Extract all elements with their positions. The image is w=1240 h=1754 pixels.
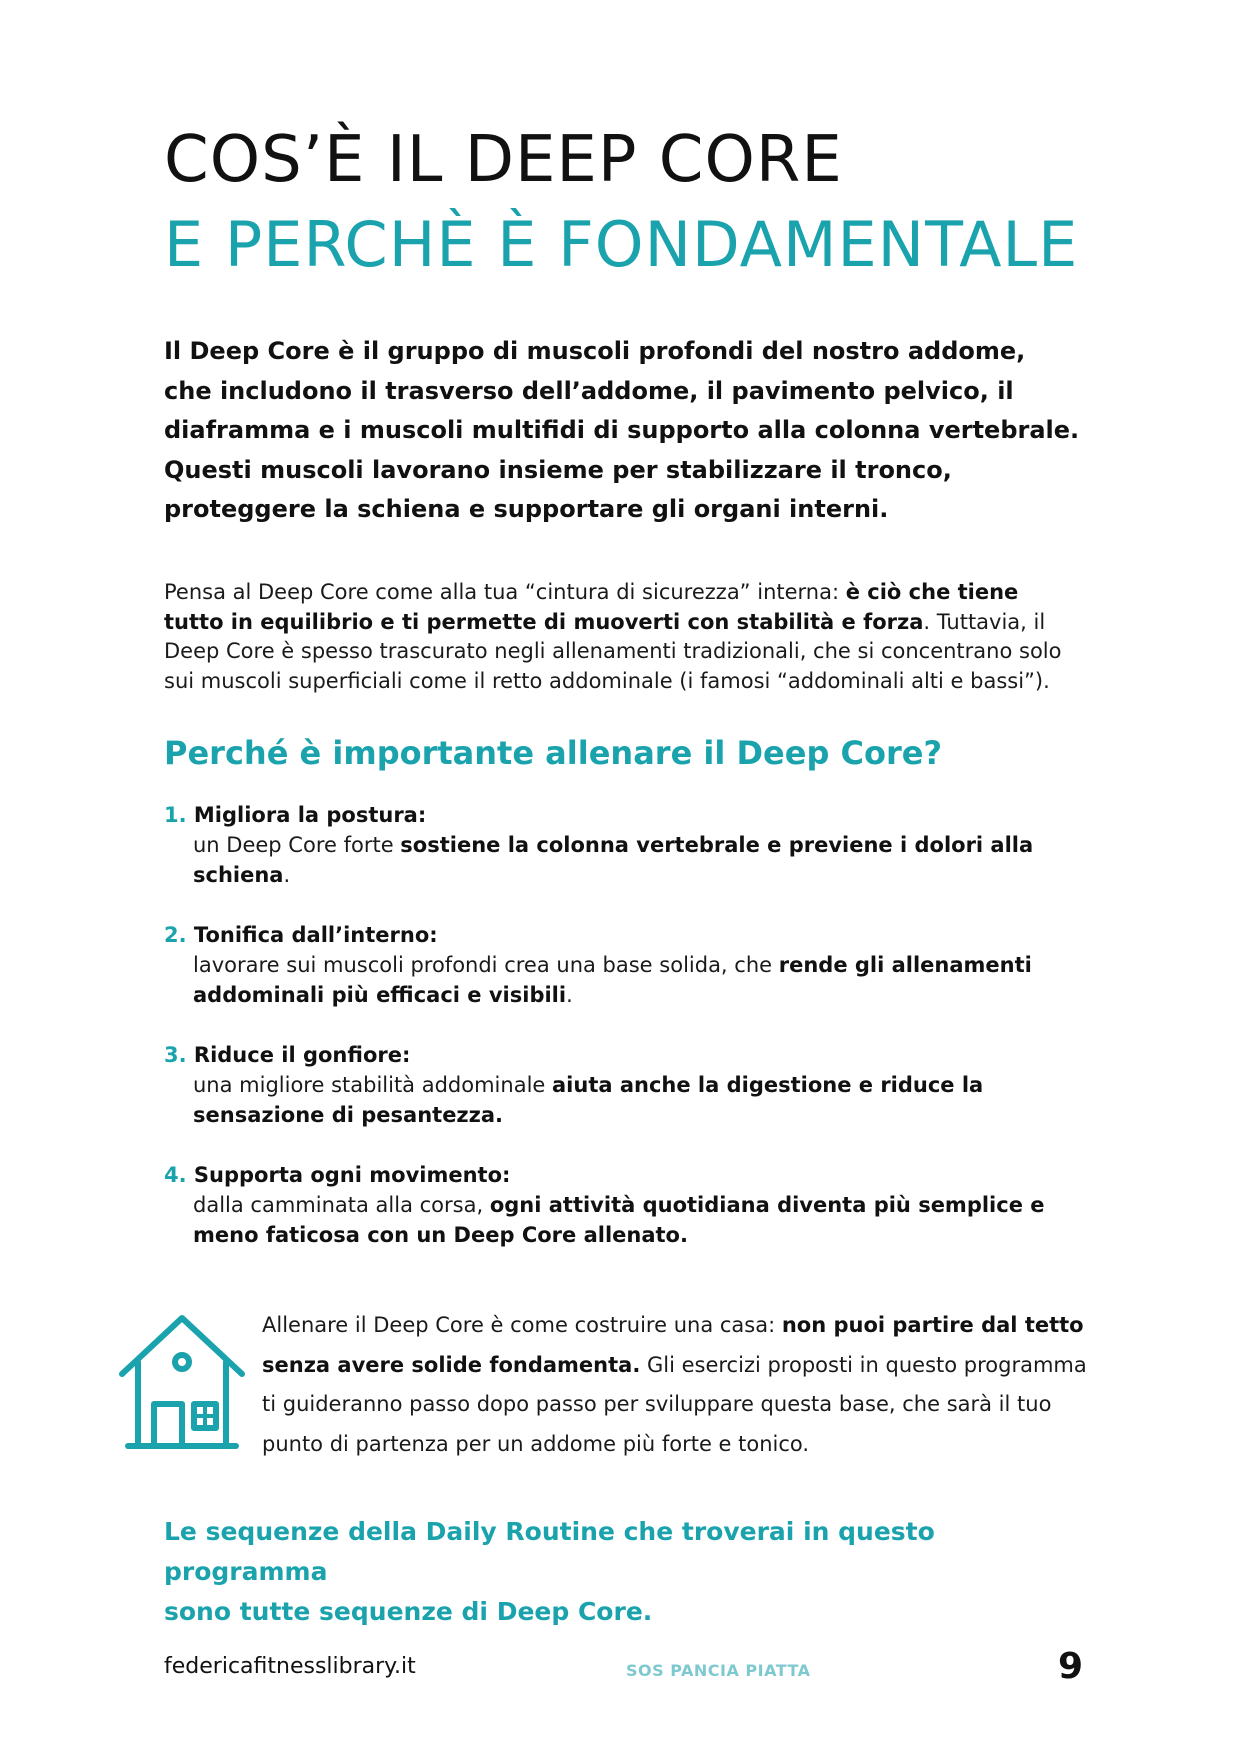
- benefit-heading: [164, 800, 1084, 830]
- footer-program-name: SOS PANCIA PIATTA: [626, 1661, 811, 1680]
- body-emphasis: è ciò che tiene tutto in equilibrio e ti permette di muoverti con stabilità e forza: [164, 580, 1019, 634]
- benefit-emphasis: aiuta anche la digestione e riduce la sensazione di pesantezza.: [193, 1073, 984, 1127]
- benefit-text: un Deep Core forte: [193, 833, 401, 857]
- intro-line: Questi muscoli lavorano insieme per stabilizzare il tronco,: [164, 455, 952, 484]
- benefit-description: [193, 830, 1084, 890]
- benefit-description: [193, 1190, 1084, 1250]
- benefit-text: una migliore stabilità addominale: [193, 1073, 552, 1097]
- benefit-heading: [164, 1160, 1084, 1190]
- benefit-emphasis: rende gli allenamenti addominali più efficaci e visibili: [193, 953, 1032, 1007]
- intro-line: diaframma e i muscoli multifidi di supporto alla colonna vertebrale.: [164, 416, 1080, 444]
- house-note-text: Allenare il Deep Core è come costruire una casa:: [262, 1313, 782, 1337]
- benefit-title: Tonifica dall’interno:: [193, 923, 438, 947]
- benefit-title: Supporta ogni movimento:: [193, 1163, 511, 1187]
- benefit-text: .: [566, 983, 573, 1007]
- closing-line: sono tutte sequenze di Deep Core.: [164, 1597, 653, 1626]
- benefit-item: [164, 920, 1084, 1010]
- intro-paragraph: [164, 332, 1104, 530]
- page-number: 9: [1058, 1646, 1084, 1687]
- body-text: . Tuttavia, il Deep Core è spesso trascurato negli allenamenti tradizionali, che si concentrano solo sui muscoli superficiali come il retto addominale (i famosi “addominali alti e bassi”).: [164, 609, 1062, 693]
- house-note-emphasis: non puoi partire dal tetto senza avere solide fondamenta.: [262, 1313, 1084, 1377]
- intro-line: proteggere la schiena e supportare gli organi interni.: [164, 495, 889, 523]
- benefit-item: [164, 1160, 1084, 1250]
- house-note: [262, 1306, 1092, 1464]
- benefit-emphasis: sostiene la colonna vertebrale e previene i dolori alla schiena: [193, 833, 1034, 887]
- benefit-number: 4.: [164, 1163, 187, 1187]
- section-heading: Perché è importante allenare il Deep Core?: [164, 734, 943, 772]
- house-icon: [118, 1312, 246, 1450]
- benefit-description: [193, 950, 1084, 1010]
- benefit-heading: [164, 1040, 1084, 1070]
- benefit-title: Migliora la postura:: [193, 803, 427, 827]
- intro-line: che includono il trasverso dell’addome, il pavimento pelvico, il: [164, 376, 1014, 405]
- benefit-item: [164, 800, 1084, 890]
- benefit-number: 3.: [164, 1043, 187, 1067]
- body-text: Pensa al Deep Core come alla tua “cintura di sicurezza” interna:: [164, 580, 846, 604]
- benefit-description: [193, 1070, 1084, 1130]
- benefit-heading: [164, 920, 1084, 950]
- closing-line: Le sequenze della Daily Routine che troverai in questo programma: [164, 1517, 935, 1586]
- benefit-number: 1.: [164, 803, 187, 827]
- footer-website: federicafitnesslibrary.it: [164, 1654, 416, 1679]
- page-title: COS’È IL DEEP CORE: [164, 123, 843, 197]
- body-paragraph: [164, 578, 1064, 696]
- benefit-emphasis: ogni attività quotidiana diventa più semplice e meno faticosa con un Deep Core allenato.: [193, 1193, 1045, 1247]
- benefit-text: lavorare sui muscoli profondi crea una base solida, che: [193, 953, 779, 977]
- benefit-text: dalla camminata alla corsa,: [193, 1193, 490, 1217]
- page-subtitle: E PERCHÈ È FONDAMENTALE: [164, 208, 1079, 281]
- closing-statement: [164, 1512, 1104, 1632]
- house-note-text: Gli esercizi proposti in questo programma ti guideranno passo dopo passo per sviluppare questa base, che sarà il tuo punto di partenza per un addome più forte e tonico.: [262, 1352, 1087, 1456]
- benefit-text: .: [283, 863, 291, 887]
- benefit-title: Riduce il gonfiore:: [193, 1043, 411, 1067]
- benefit-item: [164, 1040, 1084, 1130]
- benefit-number: 2.: [164, 923, 187, 947]
- intro-line: Il Deep Core è il gruppo di muscoli profondi del nostro addome,: [164, 337, 1026, 365]
